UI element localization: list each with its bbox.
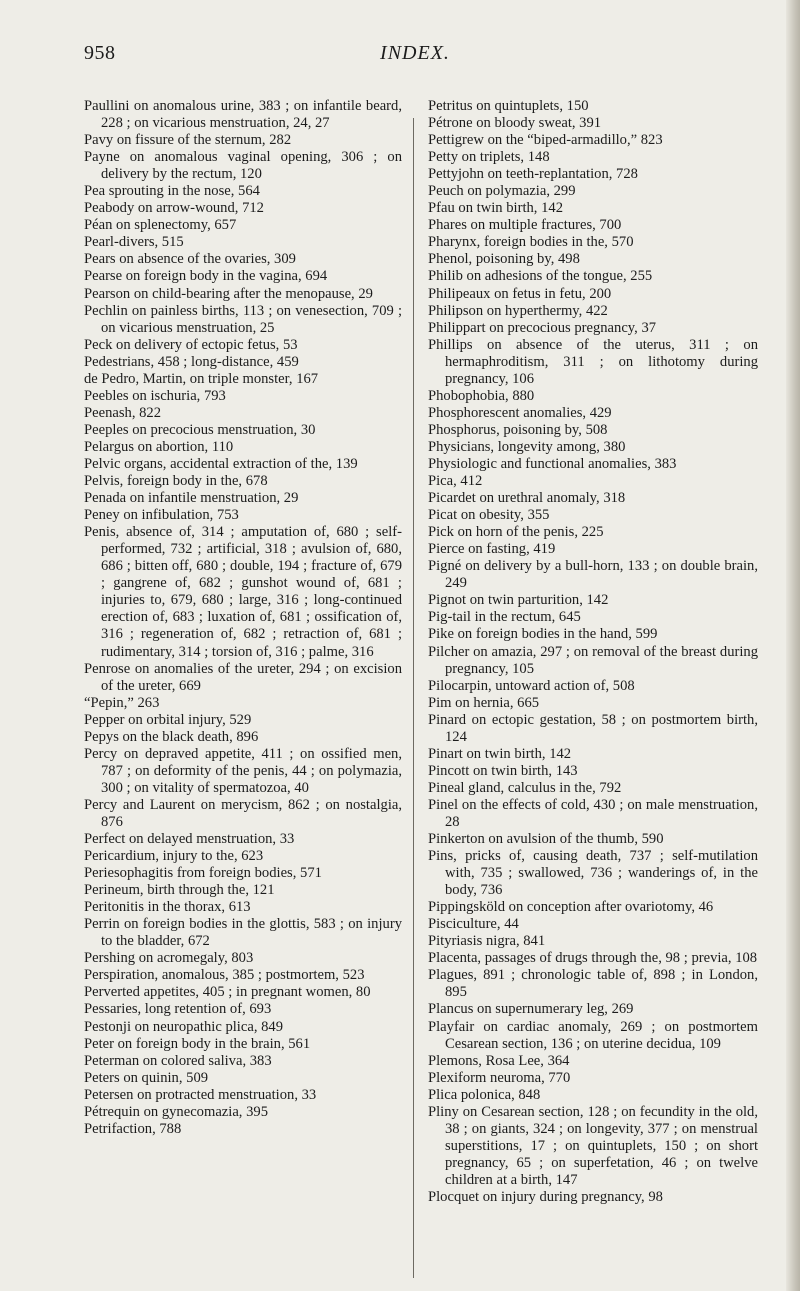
index-entry: Physicians, longevity among, 380 — [428, 438, 626, 455]
index-entry: Pliny on Cesarean section, 128 ; on fecundity in the old, 38 ; on giants, 324 ; on longevity, 377 ; on menstrual superstitions, 17 ; on quintuplets, 150 ; on short pregnancy, 65 ; on superfetation, 46 ; on twelve children at a birth, 147 — [428, 1103, 758, 1188]
index-entry: Pica, 412 — [428, 473, 483, 490]
index-entry: Peter on foreign body in the brain, 561 — [84, 1035, 311, 1052]
index-entry: Peney on infibulation, 753 — [84, 507, 239, 524]
index-entry: Plancus on supernumerary leg, 269 — [428, 1001, 634, 1018]
index-entry: Perineum, birth through the, 121 — [84, 882, 275, 899]
index-entry: Pechlin on painless births, 113 ; on venesection, 709 ; on vicarious menstruation, 25 — [84, 302, 402, 336]
index-entry: Payne on anomalous vaginal opening, 306 ; on delivery by the rectum, 120 — [84, 149, 402, 183]
index-entry: Placenta, passages of drugs through the, 98 ; previa, 108 — [428, 950, 758, 967]
index-entry: Pearse on foreign body in the vagina, 694 — [84, 268, 328, 285]
index-entry: Percy on depraved appetite, 411 ; on ossified men, 787 ; on deformity of the penis, 44 ; on polymazia, 300 ; on vitality of spermatozoa, 40 — [84, 745, 402, 796]
index-entry: de Pedro, Martin, on triple monster, 167 — [84, 370, 319, 387]
index-entry: Pineal gland, calculus in the, 792 — [428, 779, 622, 796]
index-entry: Phares on multiple fractures, 700 — [428, 217, 622, 234]
index-entry: Penrose on anomalies of the ureter, 294 ; on excision of the ureter, 669 — [84, 660, 402, 694]
index-entry: Pike on foreign bodies in the hand, 599 — [428, 626, 658, 643]
index-entry: Pfau on twin birth, 142 — [428, 200, 563, 217]
index-entry: Peenash, 822 — [84, 404, 162, 421]
index-entry: Pinkerton on avulsion of the thumb, 590 — [428, 831, 664, 848]
index-entry: Peritonitis in the thorax, 613 — [84, 899, 251, 916]
index-entry: Pétrone on bloody sweat, 391 — [428, 115, 602, 132]
index-entry: Pettigrew on the “biped-armadillo,” 823 — [428, 132, 663, 149]
index-entry: Pharynx, foreign bodies in the, 570 — [428, 234, 634, 251]
index-entry: Physiologic and functional anomalies, 383 — [428, 455, 677, 472]
index-entry: Plemons, Rosa Lee, 364 — [428, 1052, 570, 1069]
index-entry: Perfect on delayed menstruation, 33 — [84, 831, 295, 848]
index-entry: Penada on infantile menstruation, 29 — [84, 490, 299, 507]
index-entry: Pepper on orbital injury, 529 — [84, 711, 252, 728]
column-divider — [413, 118, 414, 1278]
index-entry: Picat on obesity, 355 — [428, 507, 550, 524]
index-entry: Philib on adhesions of the tongue, 255 — [428, 268, 653, 285]
index-entry: Pigné on delivery by a bull-horn, 133 ; on double brain, 249 — [428, 558, 758, 592]
index-entry: Petrifaction, 788 — [84, 1120, 182, 1137]
index-entry: Phosphorescent anomalies, 429 — [428, 404, 612, 421]
index-entry: Phenol, poisoning by, 498 — [428, 251, 580, 268]
index-entry: Pelvic organs, accidental extraction of the, 139 — [84, 455, 358, 472]
page-edge — [786, 0, 800, 1291]
page-number: 958 — [84, 42, 116, 64]
index-entry: Pedestrians, 458 ; long-distance, 459 — [84, 353, 299, 370]
index-entry: Peebles on ischuria, 793 — [84, 387, 226, 404]
page-title: INDEX. — [380, 42, 450, 64]
index-entry: Pierce on fasting, 419 — [428, 541, 556, 558]
index-column-left — [84, 98, 402, 1138]
index-entry: Pétrequin on gynecomazia, 395 — [84, 1103, 268, 1120]
index-entry: Pilcher on amazia, 297 ; on removal of the breast during pregnancy, 105 — [428, 643, 758, 677]
page-header — [0, 42, 800, 72]
index-entry: Perrin on foreign bodies in the glottis, 583 ; on injury to the bladder, 672 — [84, 916, 402, 950]
index-entry: Periesophagitis from foreign bodies, 571 — [84, 865, 322, 882]
index-entry: Pinart on twin birth, 142 — [428, 745, 572, 762]
index-entry: Peterman on colored saliva, 383 — [84, 1052, 272, 1069]
index-entry: Pinel on the effects of cold, 430 ; on male menstruation, 28 — [428, 796, 758, 830]
index-entry: Pessaries, long retention of, 693 — [84, 1001, 272, 1018]
index-entry: Phobophobia, 880 — [428, 387, 535, 404]
index-entry: Pavy on fissure of the sternum, 282 — [84, 132, 292, 149]
index-entry: Peeples on precocious menstruation, 30 — [84, 421, 316, 438]
index-entry: Picardet on urethral anomaly, 318 — [428, 490, 626, 507]
index-entry: Pelargus on abortion, 110 — [84, 438, 234, 455]
index-entry: Petty on triplets, 148 — [428, 149, 550, 166]
index-entry: Pick on horn of the penis, 225 — [428, 524, 604, 541]
index-entry: Pearson on child-bearing after the menopause, 29 — [84, 285, 373, 302]
index-entry: Philipeaux on fetus in fetu, 200 — [428, 285, 612, 302]
index-entry: Pettyjohn on teeth-replantation, 728 — [428, 166, 638, 183]
index-entry: Pincott on twin birth, 143 — [428, 762, 578, 779]
index-entry: Plexiform neuroma, 770 — [428, 1069, 571, 1086]
index-entry: Plagues, 891 ; chronologic table of, 898 ; in London, 895 — [428, 967, 758, 1001]
index-entry: Plica polonica, 848 — [428, 1086, 541, 1103]
index-entry: Pelvis, foreign body in the, 678 — [84, 473, 268, 490]
index-entry: “Pepin,” 263 — [84, 694, 160, 711]
index-entry: Petersen on protracted menstruation, 33 — [84, 1086, 317, 1103]
index-entry: Pestonji on neuropathic plica, 849 — [84, 1018, 284, 1035]
index-entry: Perverted appetites, 405 ; in pregnant women, 80 — [84, 984, 371, 1001]
index-entry: Pityriasis nigra, 841 — [428, 933, 546, 950]
index-entry: Pig-tail in the rectum, 645 — [428, 609, 581, 626]
index-entry: Pippingsköld on conception after ovariotomy, 46 — [428, 899, 714, 916]
index-entry: Plocquet on injury during pregnancy, 98 — [428, 1189, 663, 1205]
index-entry: Peuch on polymazia, 299 — [428, 183, 576, 200]
index-entry: Pepys on the black death, 896 — [84, 728, 259, 745]
index-column-right — [428, 98, 758, 1206]
index-entry: Perspiration, anomalous, 385 ; postmortem, 523 — [84, 967, 365, 984]
index-entry: Péan on splenectomy, 657 — [84, 217, 237, 234]
index-entry: Pinard on ectopic gestation, 58 ; on postmortem birth, 124 — [428, 711, 758, 745]
index-entry: Pim on hernia, 665 — [428, 694, 540, 711]
index-entry: Pins, pricks of, causing death, 737 ; self-mutilation with, 735 ; swallowed, 736 ; wanderings of, in the body, 736 — [428, 848, 758, 899]
index-entry: Percy and Laurent on merycism, 862 ; on nostalgia, 876 — [84, 796, 402, 830]
index-entry: Penis, absence of, 314 ; amputation of, 680 ; self-performed, 732 ; artificial, 318 ; avulsion of, 680, 686 ; bitten off, 680 ; double, 194 ; fracture of, 679 ; gangrene of, 682 ; gunshot wound of, 681 ; injuries to, 679, 680 ; large, 316 ; long-continued erection of, 683 ; luxation of, 681 ; ossification of, 316 ; regeneration of, 682 ; retraction of, 681 ; rudimentary, 314 ; torsion of, 316 ; palme, 316 — [84, 524, 402, 660]
index-entry: Petritus on quintuplets, 150 — [428, 98, 589, 114]
index-entry: Phillips on absence of the uterus, 311 ; on hermaphroditism, 311 ; on lithotomy during pregnancy, 106 — [428, 336, 758, 387]
index-entry: Pea sprouting in the nose, 564 — [84, 183, 260, 200]
index-entry: Philipson on hyperthermy, 422 — [428, 302, 608, 319]
index-entry: Pearl-divers, 515 — [84, 234, 184, 251]
index-entry: Pericardium, injury to the, 623 — [84, 848, 264, 865]
index-entry: Pilocarpin, untoward action of, 508 — [428, 677, 635, 694]
index-entry: Pignot on twin parturition, 142 — [428, 592, 609, 609]
index-entry: Peabody on arrow-wound, 712 — [84, 200, 264, 217]
index-entry: Pershing on acromegaly, 803 — [84, 950, 254, 967]
index-entry: Peck on delivery of ectopic fetus, 53 — [84, 336, 298, 353]
index-entry: Philippart on precocious pregnancy, 37 — [428, 319, 657, 336]
index-entry: Phosphorus, poisoning by, 508 — [428, 421, 608, 438]
index-entry: Peters on quinin, 509 — [84, 1069, 209, 1086]
index-entry: Pisciculture, 44 — [428, 916, 519, 933]
index-entry: Paullini on anomalous urine, 383 ; on infantile beard, 228 ; on vicarious menstruation, 24, 27 — [84, 98, 402, 132]
index-entry: Pears on absence of the ovaries, 309 — [84, 251, 296, 268]
index-entry: Playfair on cardiac anomaly, 269 ; on postmortem Cesarean section, 136 ; on uterine decidua, 109 — [428, 1018, 758, 1052]
